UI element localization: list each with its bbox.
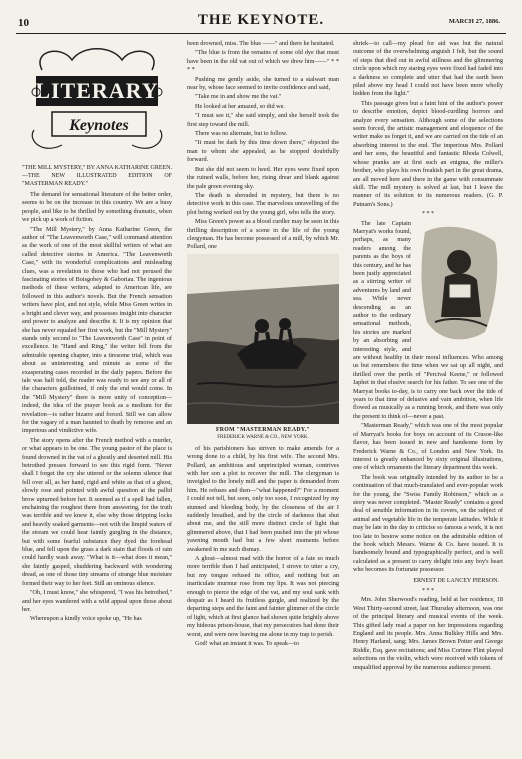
masthead: THE KEYNOTE. (197, 12, 325, 28)
logo-word-literary: LITERARY (35, 78, 159, 103)
column-1 (22, 40, 172, 625)
section-divider-stars: * * * (422, 588, 434, 594)
paragraph: He looked at her amazed, so did we. (195, 102, 285, 110)
issue-date: MARCH 27, 1886. (448, 18, 500, 25)
boy-reading-illustration (415, 222, 503, 348)
paragraph: "The Mill Mystery," by Anna Katharine Green, the author of "The Leavenworth Case," will command attention as the work of one of the most skillful writers of what are called detective stories in America. "The Leavenworth Case," with its wonderful complications and misleading clues, was a revelation to those who had not perused the fascinating stories of Boisgobey & Gaboriau. The ingenious methods of these writers, adapted to American life, are followed in this author's novels. But the French sensation writers have plot, and not style, while Miss Green writes in a bright and clever way, and possesses insight into character and power to analyze and describe it. It is my opinion that she has never equaled her first work, but the "Mill Mystery" stands only second to "The Leavenworth Case" in point of excellence. In "Hand and Ring," the writer fell from the admirable opening chapter, into a tiresome trial, which was about as uninteresting and minute as some of the exasperating cases recorded in the daily papers. Before the tale was half told, the reader was ready to see any or all of the characters guillotined, if only the end would come. In the "Mill Mystery" there is more unity of conception—indeed, the idea of the prayer book as a medium for the revelation—is rather bizarre and forced. Still we can allow for the vagary of a man haunted to death by remorse and an imperious and vindictive wife. (22, 225, 172, 435)
paragraph: The book was originally intended by its author to be a continuation of that much-translated and ever-popular work for the young, the "Swiss Family Robinson," which as a story was never completed. "Master Ready" contains a good deal of sensible information in its covers, on the subject of animal and vegetable life in the temperate latitudes. While it may be late in the day to criticise so famous a work, it is not too late to bestow some notice on the admirable edition of the book which Messrs. Warne & Co. have issued. It is handsomely bound and typographically perfect, and is well calculated as a present to carry delight into any boy's heart who becomes its fortunate possessor. (353, 473, 503, 574)
logo-word-keynotes: Keynotes (69, 117, 129, 134)
page-header (0, 0, 522, 38)
paragraph: Pushing me gently aside, she turned to a stalwart man near by, whose face seemed to invite confidence and said, (187, 75, 339, 92)
paragraph: "I must see it," she said simply, and she herself took the first step toward the mill. (187, 112, 339, 128)
paragraph: "It must be dark by this time down there," objected the man to whom she appealed, as he stopped doubtfully forward. (187, 139, 339, 164)
caption-publisher: FREDERICK WARNE & CO., NEW YORK. (217, 435, 309, 441)
section-divider-stars: * * * (422, 211, 434, 218)
author-signature: ERNEST DE LANCEY PIERSON. (413, 577, 499, 584)
masterman-ready-illustration (187, 254, 339, 424)
paragraph: "Masterman Ready," which was one of the most popular of Marryat's books for boys on account of its Crusoe-like flavor, has been issued in new and handsome form by Frederick Warne & Co., of London and New York. Its interest is greatly enhanced by sixty original illustrations, one of which ornaments the literary department this week. (353, 422, 503, 472)
paragraph: The death is shrouded in mystery, but there is no detective work in this case. The marvelous unravelling of the plot being worked out by the young girl, who tells the story. (187, 191, 339, 216)
illustration-artwork (187, 254, 339, 424)
paragraph: "Take me in and show me the vat." (195, 93, 282, 101)
paragraph: A ghost—almost mad with the horror of a fate so much more terrible than I had anticipated, I strove to utter a cry, but my tongue refused its office, and nothing but an inarticulate murmur rose from my lips. It was not piercing enough to pierce the edge of the vat, and my soul sank with despair as I heard its fruitless gurgle, and realized by the departing steps and the faint and fainter glimmer of the circle of light, which at first glance had shown quite brightly above my hideous prison-house, that my persecutors had done their worst, and were now leaving me alone in my trap to perish. (187, 555, 339, 638)
paragraph: Whereupon a kindly voice spoke up, "He has (30, 615, 142, 623)
paragraph: There was no alternate, but to follow. (195, 130, 288, 138)
review-heading: "THE MILL MYSTERY," BY ANNA KATHARINE GREEN.—THE NEW ILLUSTRATED EDITION OF "MASTERMAN READY." (22, 165, 172, 187)
paragraph: Mrs. John Sherwood's reading, held at her residence, 18 West Thirty-second street, last Thursday afternoon, was one of the principal literary and musical events of the week. This gifted lady read a paper on her impressions regarding England and its people. Mrs. Anna Bulkley Hills and Mrs. Henry Harland, sang; Mrs. James Brown Potter and George Riddle, Esq. gave recitations; and Miss Corinne Flint played selections on the violin, which were received with tokens of unqualified approval by the numerous audience present. (353, 596, 503, 671)
paragraph: But she did not seem to heed. Her eyes were fixed upon the ruined walls, before her, rising drear and blank against the pale green evening sky. (187, 165, 339, 190)
paragraph: The late Captain Marryat's works found, perhaps, as many readers among the parents as the boys of this century, and he has been justly appreciated as a stirring writer of adventures by land and sea. While never descending as an author to the ordinary sensational methods, his stories are marked by an absorbing and interesting style, and are without healthy in their moral influences. Who among us but remembers the time when we sat up all night, and thrilled over the perils of "Percival Keene," or followed Japhet in that elusive search for his father. To see one of the Marryat books to-day, is to carry one back over the tide of years to that time of delusive and vain ambition, when life flowed as musically as a running brook, and there was only the present to think of—never a past. (353, 219, 503, 420)
side-illustration-artwork (415, 222, 503, 348)
paragraph: This passage gives but a faint hint of the author's power to describe emotion, depict blood-curdling horrors and analyze every sensation. Although some of the selections seem forced, the artistic management and eloquence of the writer make us forget it, and we are carried on the tide of an absorbing interest to the end. The imperious Mrs. Pollard and her sons, the beautiful and fantastic Rhoda Colwell, whose pranks are at first such an enigma, the miller's brother, who plays his own freakish part in the great drama, are all moved here and there in the game with consummate skill. The mill mystery is solved at last, but I leave the manner of its solution to its numerous readers. (G. P. Putnam's Sons.) (353, 99, 503, 208)
page-number: 10 (18, 17, 29, 29)
header-rule (16, 33, 506, 34)
paragraph: shriek—to call—my plead for aid was but the natural outcome of the overwhelming anguish I felt, but the sound of steps that died out in awful stillness and the glimmering circle upon which my staring eyes were fixed had faded into a darkness so complete and utter that had the earth been piled above my head I could not have been more wholly hidden from the light." (353, 40, 503, 98)
paragraph: been drowned, miss. The blue ——" and there he hesitated. (187, 40, 335, 47)
paragraph: God! what an instant it was. To speak—to (195, 640, 299, 648)
paragraph: Miss Green's power as a blood curdler may be seen in this thrilling description of a scene in the life of the young clergyman. He has become possessed of a mill, by which Mr. Pollard, one (187, 218, 339, 251)
paragraph: The demand for sensational literature of the better order, seems to be on the increase in this country. We are a busy people, and like to be thrilled by something dramatic, when we pick up a work of fiction. (22, 191, 172, 224)
caption-title: FROM "MASTERMAN READY." (215, 426, 311, 433)
paragraph: "The blue is from the remains of some old dye that must have been in the old vat out of which we drew him——" * * * * (187, 49, 339, 74)
paragraph: "Oh, I must know," she whispered, "I was his betrothed," and her eyes wandered with a wild appeal upon those about her. (22, 589, 172, 613)
column-2 (187, 40, 339, 650)
paragraph: of his parishioners has striven to make amends for a wrong done to a child, by his first wife. The second Mrs. Pollard, an ambitious and unprincipled woman, contrives with her son a plot to recover the mill. The clergyman is inveigled to the lonely mill and the paper is demanded from him. He refuses and then—"what happened?" For a moment I could not tell, but soon, only too soon, I recognized by my stunned and bleeding body, by the closeness of the air I suddenly breathed, and by the circle of darkness that shut about me, and the still more distinct circle of light that glimmered above, that I had been pushed into the pit whose yawning mouth had but a few short moments before awakened in me such dismay. (187, 444, 339, 553)
logo-artwork (22, 40, 172, 160)
literary-keynotes-logo (22, 40, 172, 160)
illustration-caption (187, 427, 339, 442)
paragraph: The story opens after the French method with a murder, or what appears to be one. The young pastor of the place is found drowned in the vat of a ghostly and deserted mill. His betrothed presses forward to see this rigid form. "Never shall I forget the cry she uttered or the solemn silence that fell over all, as her hand, rigid and white as that of a ghost, slowly rose and pointed with awful question at the pallid brow upturned before her. It seemed as if a spell had fallen, enchaining the roughest there from answering, for the truth was terrible and we knew it, else why those dripping locks and heavily soaked garments—not with the limpid waters of the stream we could hear faintly gurgling in the distance, but with some fearful substance they dyed the forehead blue, and fell upon the grass a dark stain that floods of rain could hardly wash away. "What is it—what does it mean," she faintly gasped, shuddering backward with wondering dread, as one of those tiny streams of strange blue moisture formed their way to her feet. Still an ominous silence. (22, 436, 172, 587)
column-3 (353, 40, 503, 673)
